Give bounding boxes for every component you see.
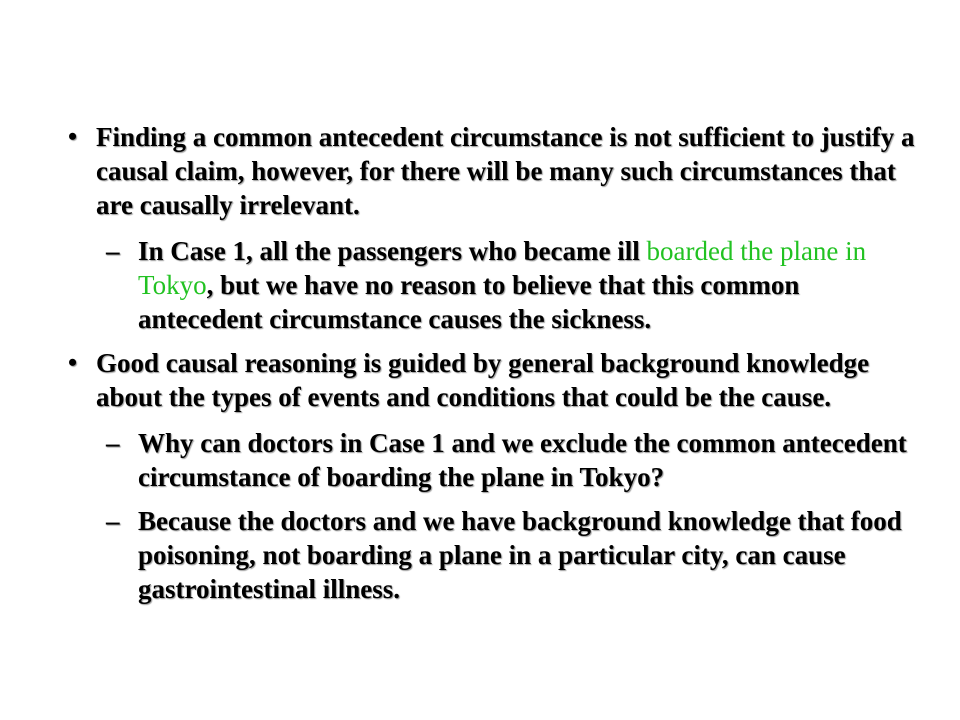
bullet-icon: •	[68, 122, 78, 151]
slide-content	[64, 120, 924, 616]
bullet-item	[64, 346, 924, 414]
bullet-item	[64, 120, 924, 222]
dash-icon: –	[106, 428, 120, 458]
sub-bullet-text: Because the doctors and we have background knowledge that food poisoning, not boarding a plane in a particular city, can cause gastrointestinal illness.	[138, 506, 902, 604]
sub-bullet-text-before: In Case 1, all the passengers who became ill	[138, 236, 647, 266]
sub-bullet-text: Why can doctors in Case 1 and we exclude the common antecedent circumstance of boarding the plane in Tokyo?	[138, 428, 907, 492]
sub-bullet-item	[106, 234, 924, 336]
dash-icon: –	[106, 236, 120, 266]
dash-icon: –	[106, 506, 120, 536]
sub-bullet-item	[106, 426, 924, 494]
bullet-text: Finding a common antecedent circumstance is not sufficient to justify a causal claim, however, for there will be many such circumstances that are causally irrelevant.	[96, 122, 915, 220]
sub-bullet-item	[106, 504, 924, 606]
highlighted-text: boarded the plane in Tokyo	[138, 236, 867, 300]
bullet-icon: •	[68, 348, 78, 377]
bullet-text: Good causal reasoning is guided by general background knowledge about the types of events and conditions that could be the cause.	[96, 348, 870, 412]
sub-bullet-text-after: , but we have no reason to believe that this common antecedent circumstance causes the sickness.	[138, 270, 800, 334]
